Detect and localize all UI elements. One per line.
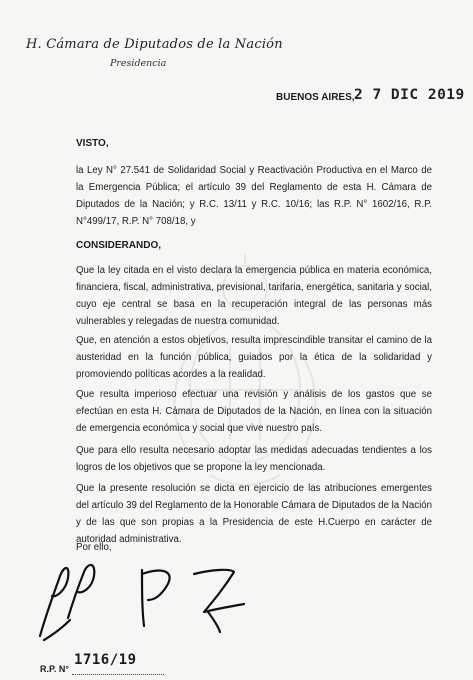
letterhead-title: H. Cámara de Diputados de la Nación: [26, 37, 283, 52]
signature-left: [34, 548, 124, 643]
considerando-paragraph: Que la ley citada en el visto declara la emergencia pública en materia económica, financiera, fiscal, administrativa, previsional, tarifaria, energética, sanitaria y social, cuyo eje central se basa en la recuperación integral de las personas más vulnerables y relegadas de nuestra comunidad.: [76, 265, 432, 327]
signature-right: [134, 560, 254, 635]
considerando-heading: CONSIDERANDO,: [76, 240, 162, 251]
letterhead-subtitle: Presidencia: [110, 58, 167, 69]
visto-heading: VISTO,: [76, 138, 109, 149]
rp-number: 1716/19: [74, 652, 137, 668]
considerando-paragraph: Que, en atención a estos objetivos, resulta imprescindible transitar el camino de la austeridad en la función pública, guiados por la ética de la solidaridad y promoviendo políticas acordes a la realidad.: [76, 335, 432, 380]
rp-underline: [72, 674, 164, 675]
date-stamp: 2 7 DIC 2019: [354, 87, 465, 103]
considerando-paragraph: Que la presente resolución se dicta en ejercicio de las atribuciones emergentes del artículo 39 del Reglamento de la Honorable Cámara de Diputados de la Nación y de las que son propias a la Presidencia de este H.Cuerpo en carácter de autoridad administrativa.: [76, 483, 432, 545]
considerando-paragraph: Que para ello resulta necesario adoptar las medidas adecuadas tendientes a los logros de los objetivos que se propone la ley mencionada.: [76, 445, 432, 473]
rp-label: R.P. N°: [40, 664, 69, 674]
visto-text: la Ley N° 27.541 de Solidaridad Social y Reactivación Productiva en el Marco de la Emergencia Pública; el artículo 39 del Reglamento de esta H. Cámara de Diputados de la Nación; y R.C. 13/11 y R.C. 10/16; las R.P. N° 1602/16, R.P. N°499/17, R.P. N° 708/18, y: [76, 165, 432, 227]
place-label: BUENOS AIRES,: [276, 92, 355, 103]
closing-text: Por ello,: [76, 542, 112, 553]
considerando-paragraph: Que resulta imperioso efectuar una revisión y análisis de los gastos que se efectúan en esta H. Cámara de Diputados de la Nación, en línea con la situación de emergencia económica y social que vive nuestro país.: [76, 389, 432, 434]
